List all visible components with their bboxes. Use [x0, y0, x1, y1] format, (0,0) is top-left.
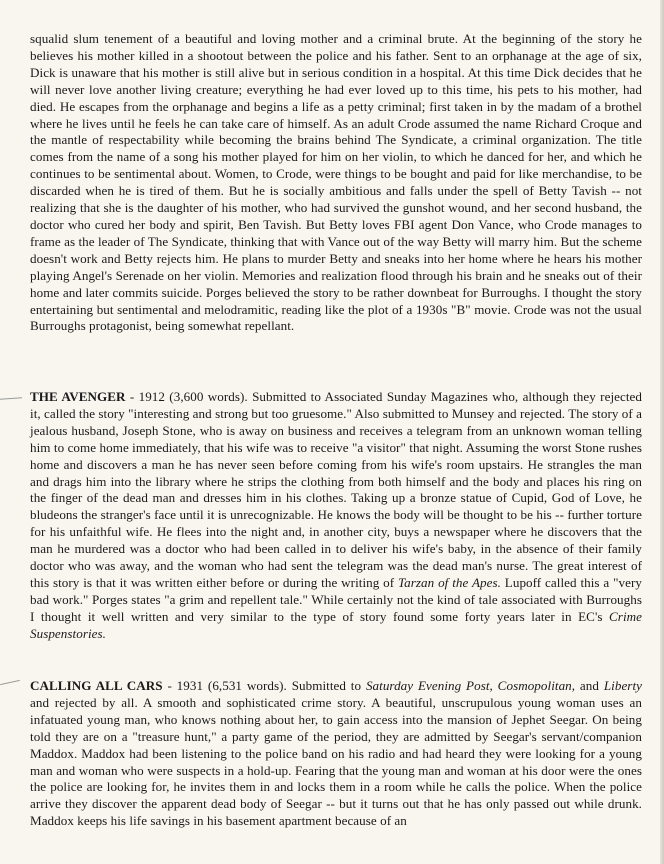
paragraph-text: Submitted to Associated Sunday Magazines who, although they rejected it, called the story "interesting and strong but too gruesome." Also submitted to Munsey and rejected. The story of a jealous husband, Joseph Stone, who is away on business and receives a telegram from an unknown woman telling him to come home immediately, that his wife was to receive "a visitor" that night. Assuming the worst Stone rushes home and discovers a man he has never seen before coming from his wife's room upstairs. He strangles the man and drags him into the library where he strips the clothing from both himself and the body and places his ring on the finger of the dead man and dresses him in his clothes. Taking up a bronze statue of Cupid, God of Love, he bludeons the stranger's face until it is unrecognizable. He knows the body will be thought to be his -- further torture for his unfaithful wife. He flees into the night and, in another city, buys a newspaper where he discovers that the man he murdered was a doctor who had been called in to deliver his wife's baby, in the absence of their family doctor who was away, and the woman who had sent the telegram was the dead man's nurse. The great interest of this story is that it was written either before or during the writing of [30, 389, 643, 590]
page-edge-shadow [660, 0, 664, 864]
book-title: Tarzan of the Apes. [398, 574, 501, 590]
paragraph-text: and [575, 678, 604, 693]
margin-mark-1 [0, 397, 22, 400]
paragraph-content [30, 678, 642, 830]
margin-mark-2 [0, 680, 20, 685]
paragraph-text: squalid slum tenement of a beautiful and loving mother and a criminal brute. At the beginning of the story he believes his mother killed in a shootout between the police and his father. Sent to an orphanage at the age of six, Dick is unaware that his mother is still alive but in serious condition in a hospital. At this time Dick decides that he will never love another living creature; everything he had ever loved up to this time, his pets to his mother, had died. He escapes from the orphanage and begins a life as a petty criminal; first taken in by the madam of a brothel where he lives until he feels he can take care of himself. As an adult Crode assumed the name Richard Croque and the mantle of respectability while becoming the brains behind The Syndicate, a criminal organization. The title comes from the name of a song his mother played for him on her violin, to which he danced for her, and which he continues to be sentimental about. Women, to Crode, were things to be bought and paid for like merchandise, to be discarded when he is tired of them. But he is socially ambitious and falls under the spell of Betty Tavish -- not realizing that she is the daughter of his mother, who had survived the gunshot wound, and her second husband, the doctor who cured her body and spirit, Ben Tavish. But Betty loves FBI agent Don Vance, who Crode manages to frame as the leader of The Syndicate, thinking that with Vance out of the way Betty will marry him. But the scheme doesn't work and Betty rejects him. He plans to murder Betty and sneaks into her home where he hears his mother playing Angel's Serenade on her violin. Memories and realization flood through his brain and he sneaks out of their home and later commits suicide. Porges believed the story to be rather downbeat for Burroughs. I thought the story entertaining but sentimental and melodramitic, reading like the plot of a 1930s "B" movie. Crode was not the usual Burroughs protagonist, being somewhat repellant. [30, 31, 642, 334]
story-meta: - 1931 (6,531 words). [162, 678, 287, 693]
magazine-title: Liberty [603, 678, 643, 693]
paragraph-dick-crode [30, 31, 642, 335]
paragraph-text: Lupoff called this a "very bad work." Porges states "a grim and repellent tale." While certainly not the kind of tale associated with Burroughs I thought it well written and very similar to the type of story found some forty years later in EC's [30, 574, 642, 624]
story-meta: - 1912 (3,600 words). [125, 389, 248, 404]
paragraph-content [30, 389, 642, 643]
story-title: CALLING ALL CARS [30, 678, 163, 693]
magazine-title: Crime Suspenstories. [30, 608, 642, 641]
paragraph-the-avenger [30, 389, 642, 643]
paragraph-calling-all-cars [30, 678, 642, 830]
story-title: THE AVENGER [30, 389, 126, 404]
magazine-titles: Saturday Evening Post, Cosmopolitan, [365, 678, 576, 693]
paragraph-text: Submitted to [286, 678, 366, 693]
paragraph-text: and rejected by all. A smooth and sophisticated crime story. A beautiful, unscrupulous young woman uses an infatuated young man, who knows nothing about her, to gain access into the mansion of Jephet Seegar. On being told they are on a "treasure hunt," a party game of the period, they are admitted by Seegar's servant/companion Maddox. Maddox had been listening to the police band on his radio and had heard they were looking for a young man and woman who were suspects in a hold-up. Fearing that the young man and woman at his door were the ones the police are looking for, he invites them in and locks them in a room while he calls the police. When the police arrive they discover the apparent dead body of Seegar -- but it turns out that he has only passed out while drunk. Maddox keeps his life savings in his basement apartment because of an [30, 694, 642, 829]
